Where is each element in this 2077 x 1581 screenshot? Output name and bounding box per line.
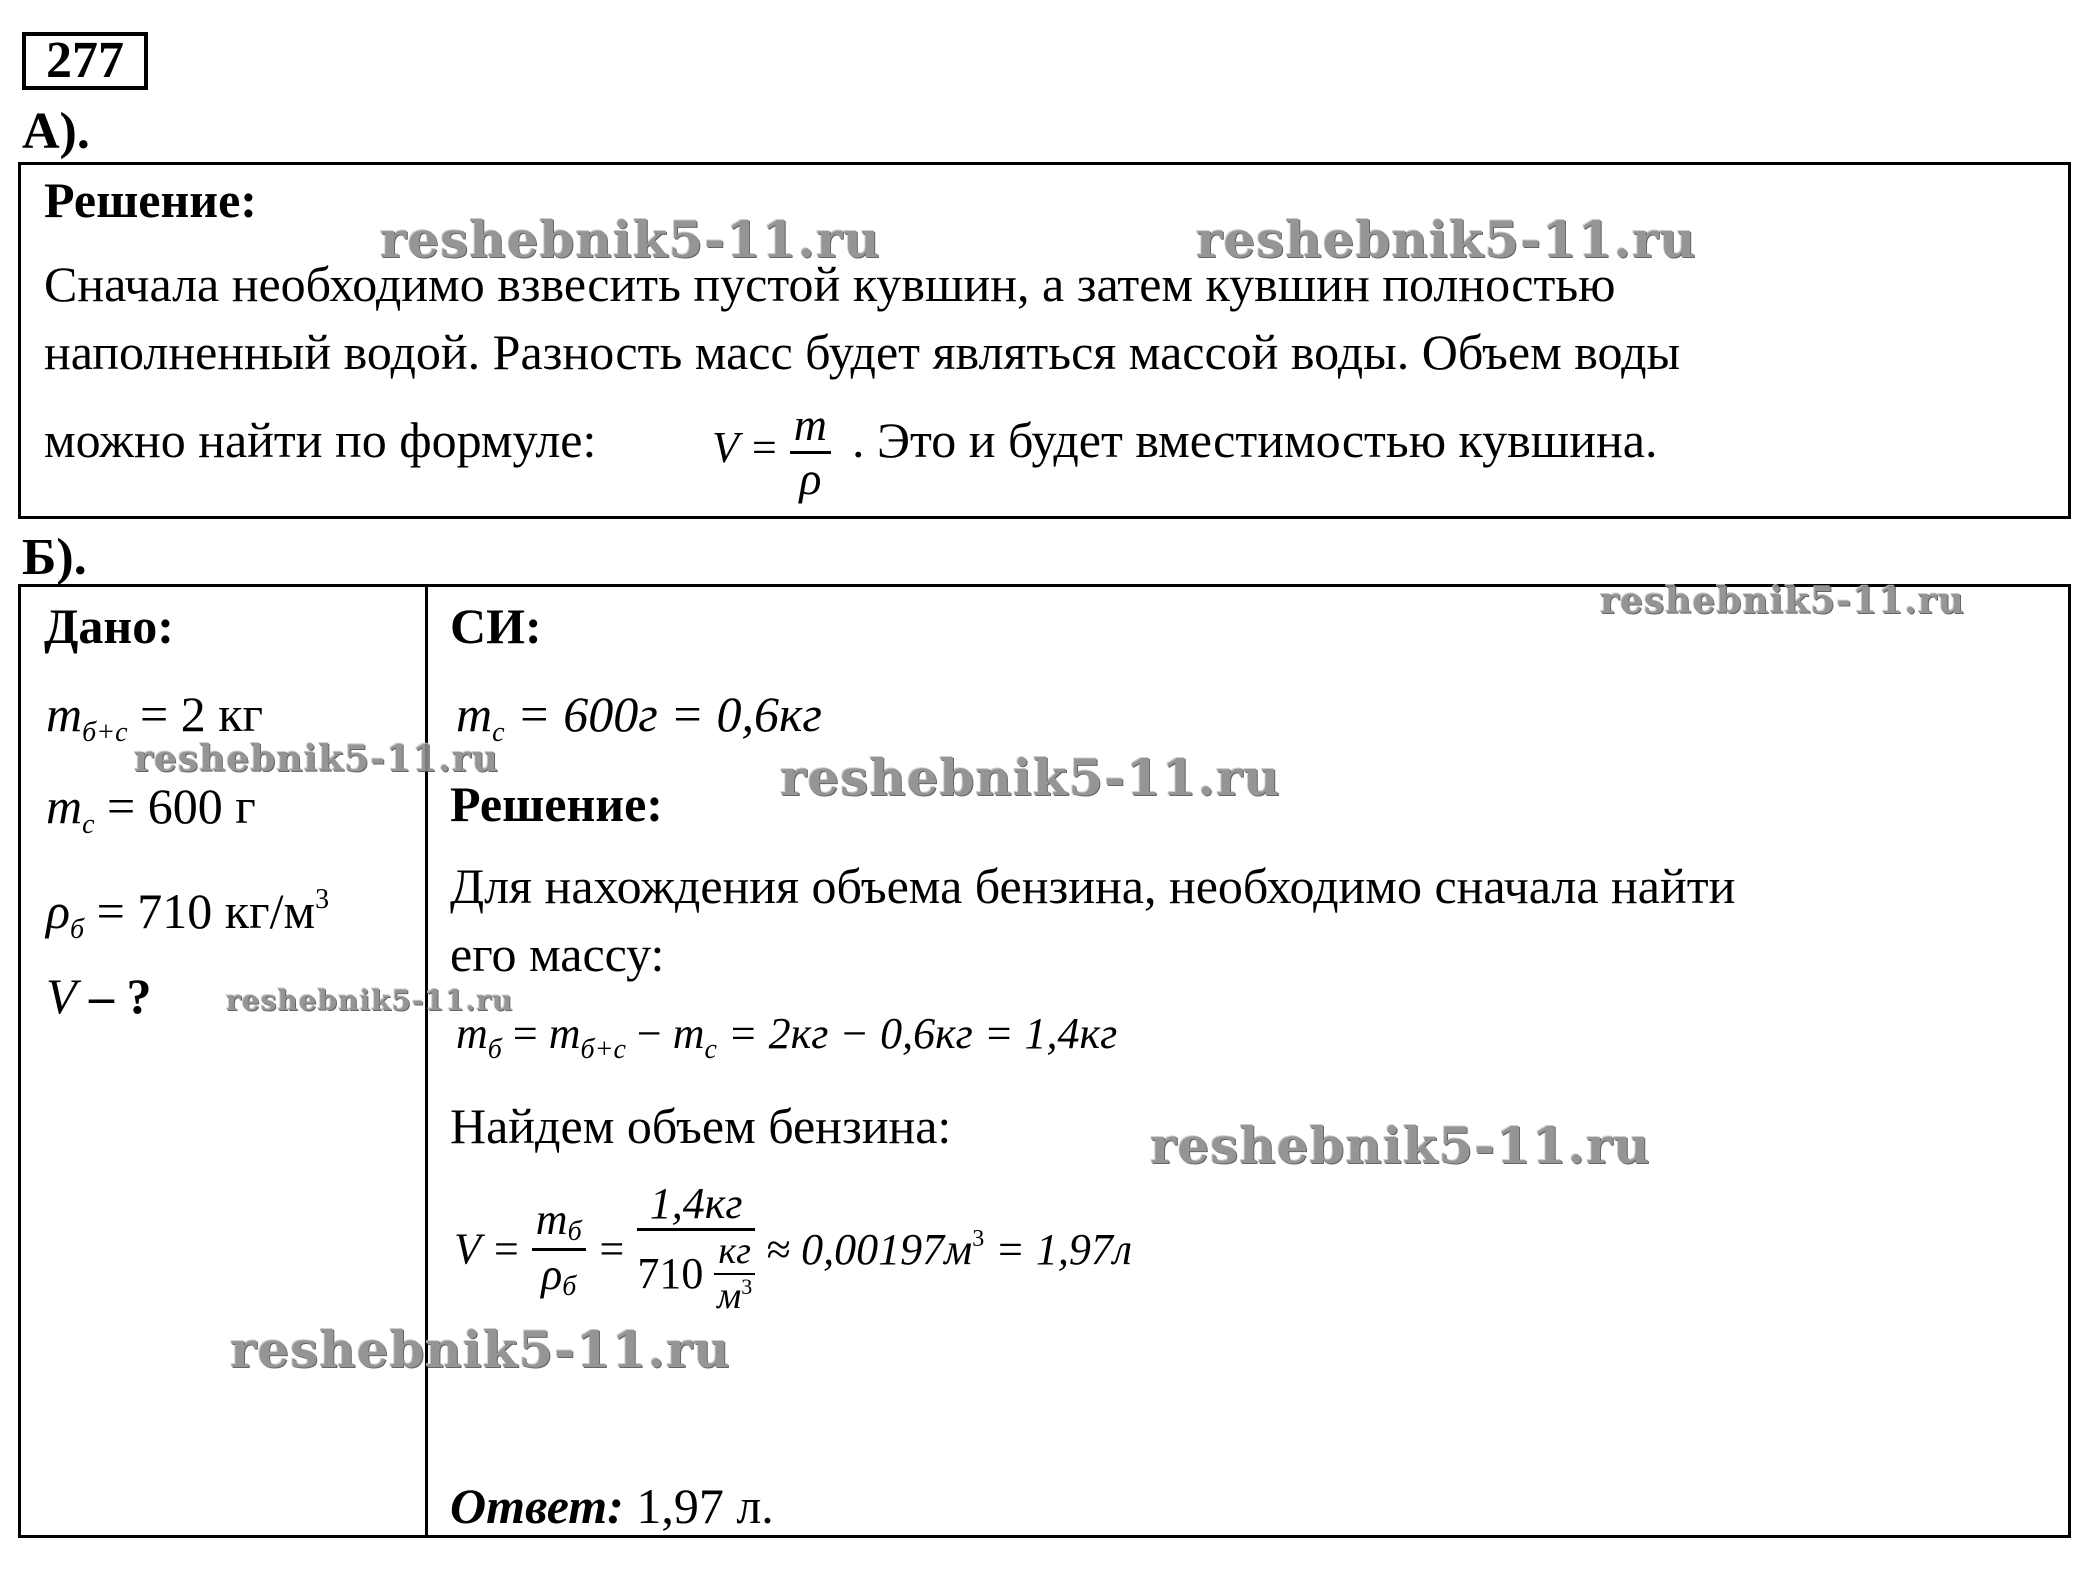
si-conversion-var: m (456, 686, 493, 742)
mass-formula (456, 1006, 1117, 1078)
given-mass-container (46, 778, 256, 853)
part-a-line3-end: . Это и будет вместимостью кувшина. (852, 412, 1658, 468)
mass-formula-t2-sub: с (704, 1034, 717, 1065)
volume-formula (454, 1180, 1132, 1318)
volume-formula-lhs: V = (454, 1224, 532, 1274)
problem-number: 277 (22, 32, 148, 90)
watermark: reshebnik5-11.ru (380, 210, 881, 269)
watermark: reshebnik5-11.ru (226, 984, 514, 1017)
mass-formula-minus: − (625, 1009, 673, 1058)
formula-lhs: V = (712, 423, 779, 473)
density-formula (712, 400, 831, 504)
mass-over-density-fraction (790, 400, 831, 504)
volume-approx: ≈ $0,00197м^3 = 1,97л$ (765, 1224, 1133, 1274)
given-mass-container-var: m (46, 778, 83, 834)
answer-value: 1,97 л. (623, 1478, 774, 1534)
mass-formula-t1-var: m (548, 1009, 581, 1058)
part-a-line1: Сначала необходимо взвесить пустой кувшин, а затем кувшин полностью (44, 256, 1616, 312)
mass-formula-t2-var: m (672, 1009, 705, 1058)
given-mass-container-sub: с (82, 809, 95, 840)
mass-formula-lhs-var: m (456, 1009, 488, 1058)
solution-line1: Для нахождения объема бензина, необходимо сначала найти (450, 858, 1736, 914)
given-density-var: ρ (46, 883, 70, 939)
given-density-exp: 3 (315, 884, 330, 915)
part-a-line3-start: можно найти по формуле: (44, 412, 597, 468)
answer (450, 1478, 774, 1534)
given-mass-total-var: m (46, 686, 83, 742)
given-column-divider (425, 584, 428, 1538)
part-a-label: А). (22, 103, 90, 160)
part-a-heading: Решение: (44, 172, 257, 228)
answer-label: Ответ: (450, 1478, 624, 1534)
volume-formula-eq: = (596, 1224, 638, 1274)
mass-formula-eq: = (501, 1009, 549, 1058)
si-conversion-sub: с (492, 717, 505, 748)
volume-fraction-1 (532, 1196, 586, 1303)
watermark: reshebnik5-11.ru (230, 1320, 731, 1379)
volume-fraction-2-num: 1,4кг (637, 1180, 755, 1231)
given-unknown (46, 968, 152, 1024)
volume-fraction-2 (637, 1180, 755, 1318)
watermark: reshebnik5-11.ru (1600, 580, 1965, 622)
given-mass-total-value: = 2 кг (127, 686, 264, 742)
mass-formula-t1-sub: б+с (580, 1034, 626, 1065)
given-density (46, 872, 329, 958)
watermark: reshebnik5-11.ru (780, 748, 1281, 807)
part-a-line2: наполненный водой. Разность масс будет являться массой воды. Объем воды (44, 324, 1681, 380)
solution-line3: Найдем объем бензина: (450, 1098, 952, 1154)
volume-fraction-1-num: $m_б$ (532, 1196, 586, 1251)
watermark: reshebnik5-11.ru (134, 738, 499, 780)
si-conversion (456, 686, 822, 761)
solution-heading: Решение: (450, 776, 663, 832)
si-heading: СИ: (450, 598, 542, 654)
part-b-label: Б). (22, 529, 87, 586)
watermark: reshebnik5-11.ru (1150, 1116, 1651, 1175)
fraction-numerator: m (790, 400, 831, 454)
mass-formula-lhs-sub: б (487, 1034, 502, 1065)
volume-fraction-2-den: 710 $\frac{кг}{м^3}$ (637, 1231, 755, 1318)
given-unknown-var: V (46, 968, 77, 1024)
fraction-denominator: ρ (799, 452, 822, 504)
given-heading: Дано: (44, 598, 174, 654)
mass-formula-rest: = 2кг − 0,6кг = 1,4кг (716, 1009, 1118, 1058)
given-mass-total-sub: б+с (82, 717, 128, 748)
solution-line2: его массу: (450, 926, 665, 982)
watermark: reshebnik5-11.ru (1196, 210, 1697, 269)
given-mass-container-value: = 600 г (94, 778, 256, 834)
given-density-value: = 710 кг/м (84, 883, 316, 939)
given-density-sub: б (70, 914, 85, 945)
given-unknown-value: – ? (76, 968, 152, 1024)
unit-fraction: $\frac{кг}{м^3}$ (714, 1231, 755, 1318)
volume-fraction-1-den: $\rho_б$ (541, 1249, 577, 1302)
si-conversion-rest: = 600г = 0,6кг (504, 686, 822, 742)
